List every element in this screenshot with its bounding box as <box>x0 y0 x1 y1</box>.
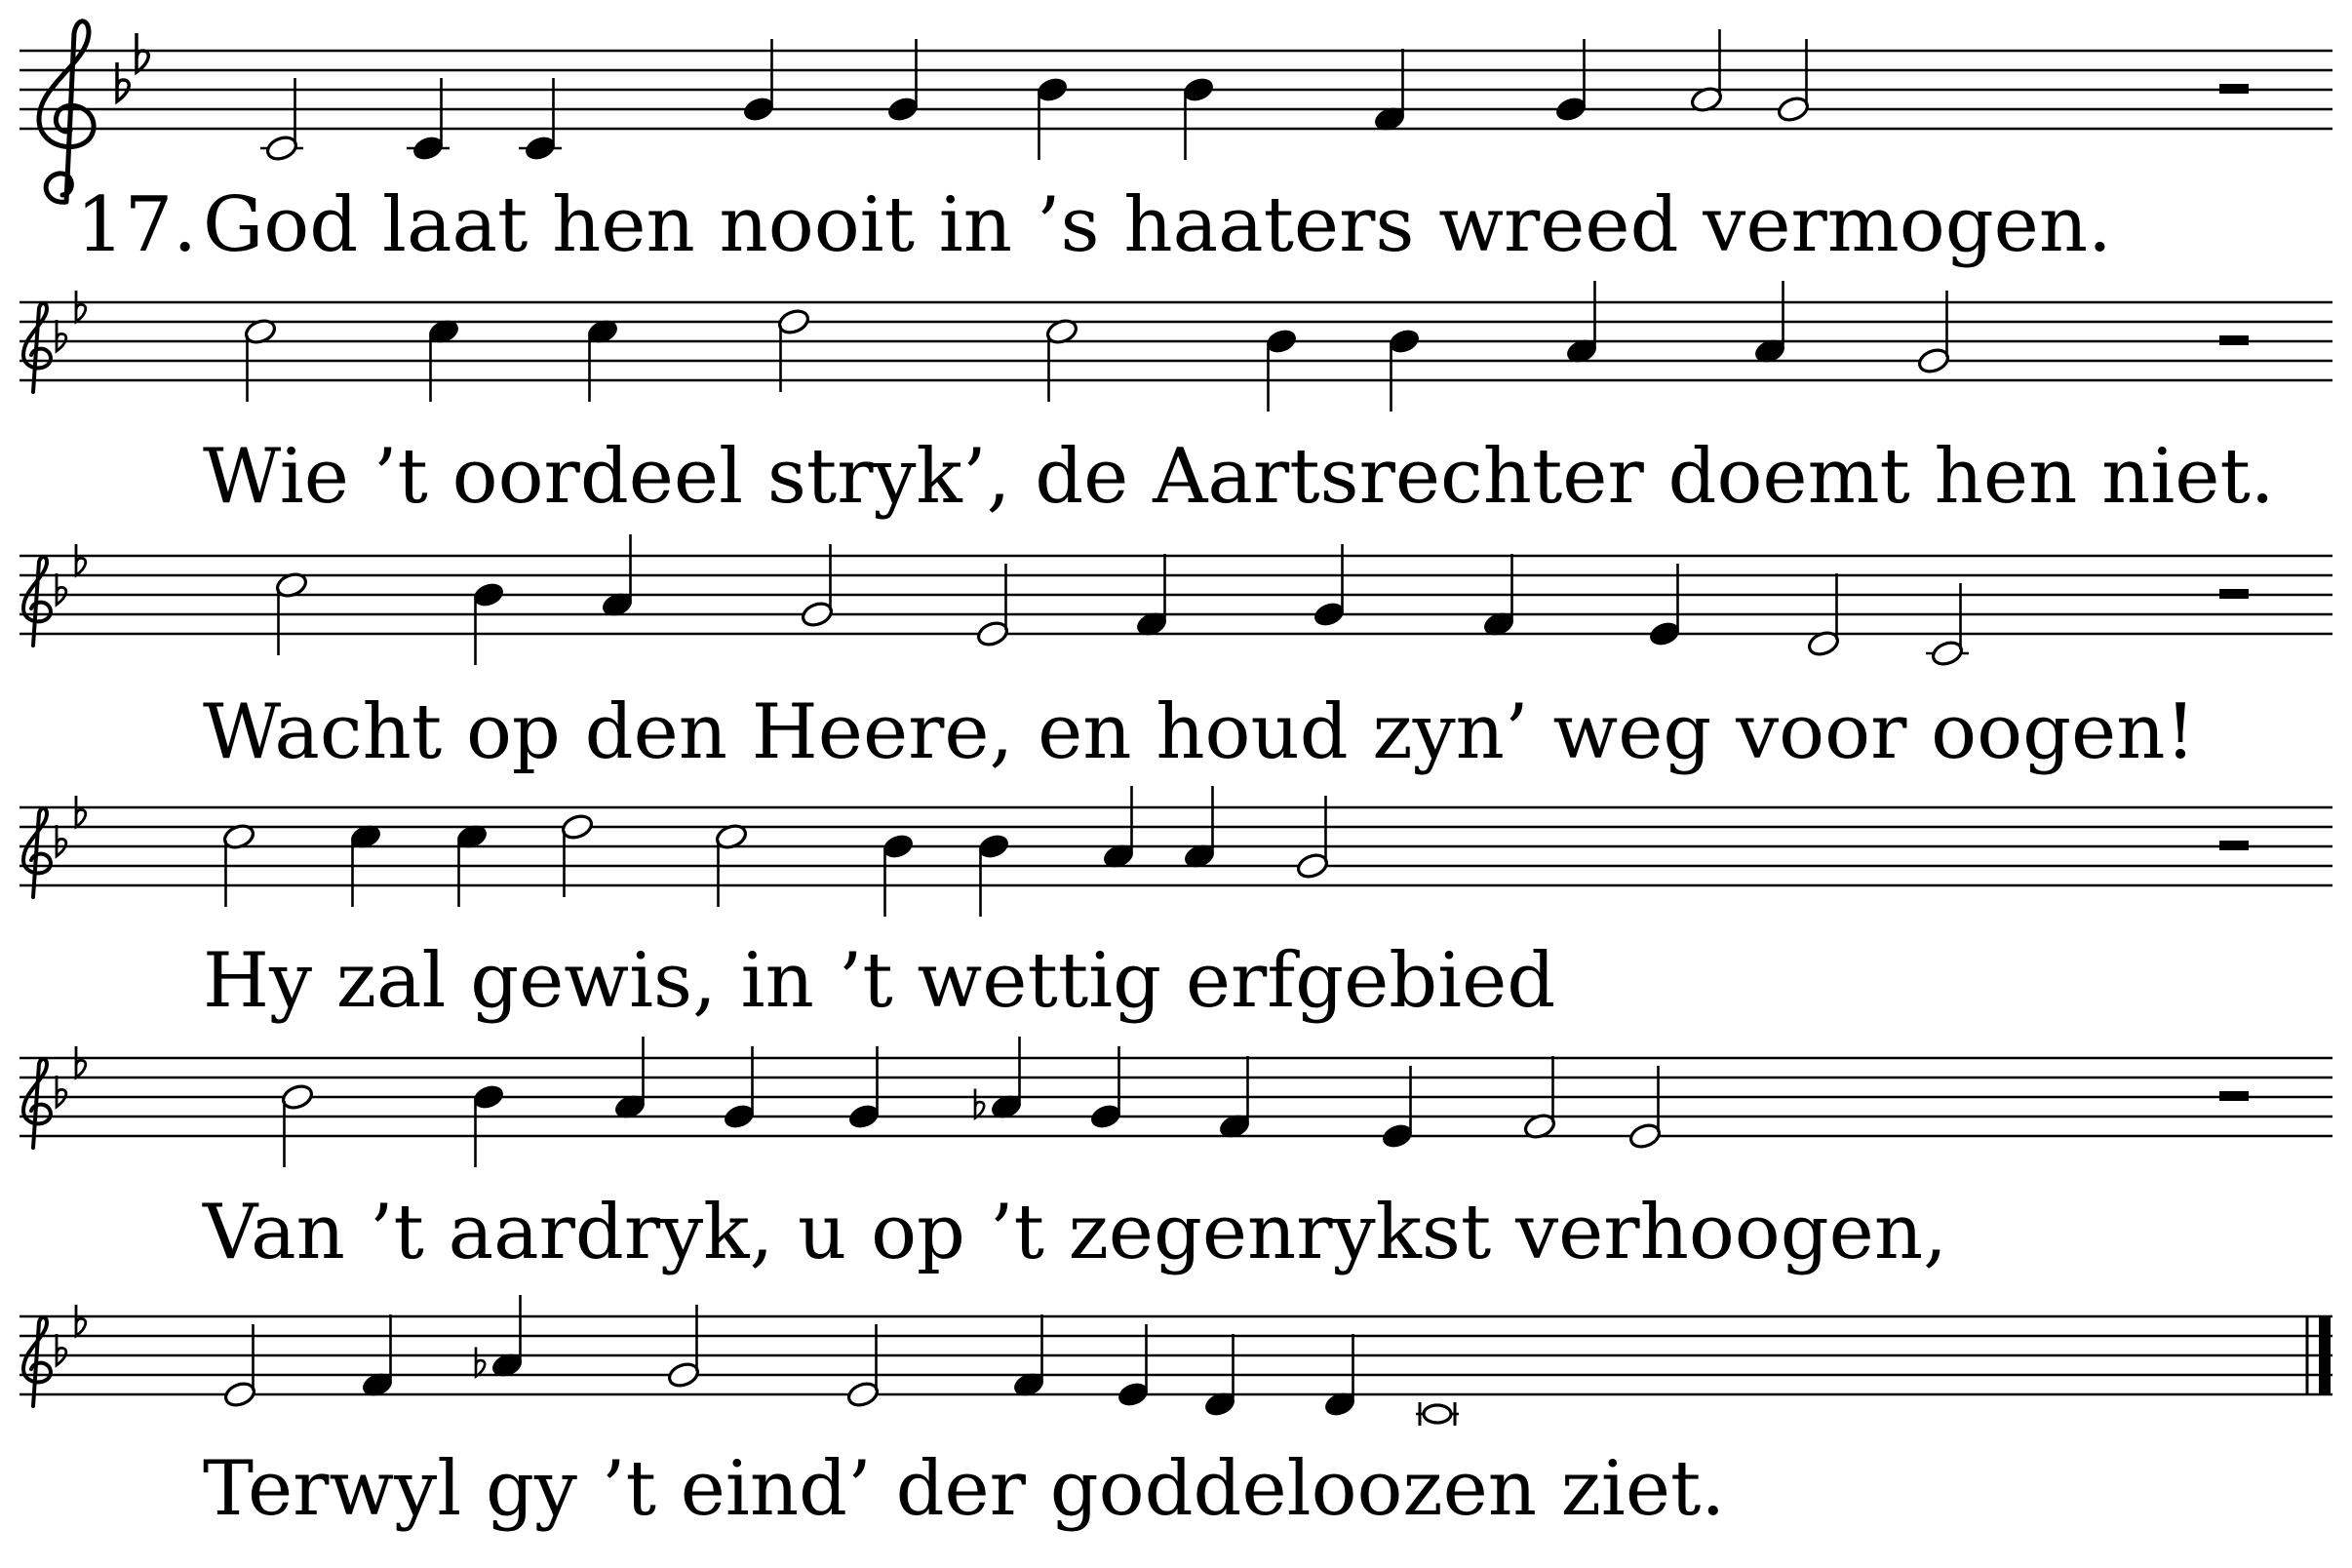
note <box>1011 1314 1045 1399</box>
note <box>274 570 308 655</box>
lyric-line-1: God laat hen nooit in ’s haaters wreed vermogen. <box>203 181 2112 269</box>
note <box>1806 573 1840 658</box>
note <box>1134 554 1168 639</box>
staff-system-2 <box>20 281 2332 412</box>
note <box>221 822 255 907</box>
note <box>1481 554 1515 639</box>
note <box>600 534 634 619</box>
note <box>348 822 382 907</box>
staff-system-6 <box>20 1295 2332 1426</box>
note <box>1101 786 1135 871</box>
note <box>1416 1402 1459 1426</box>
lyric-line-5: Van ’t aardryk, u op ’t zegenrykst verhoogen, <box>203 1189 1947 1276</box>
note <box>454 822 489 907</box>
note <box>585 317 619 402</box>
lyric-line-2: Wie ’t oordeel stryk’, de Aartsrechter doemt hen niet. <box>203 433 2275 521</box>
treble-clef-icon <box>23 808 51 897</box>
key-flat-e <box>76 1046 86 1078</box>
lyric-line-3: Wacht op den Heere, en houd zyn’ weg voor oogen! <box>203 688 2196 776</box>
treble-clef-icon <box>39 21 94 202</box>
accidental-flat <box>975 1089 984 1118</box>
key-flat-b <box>57 825 66 856</box>
key-flat-e <box>137 33 148 72</box>
note <box>1372 49 1406 134</box>
note <box>1689 29 1723 114</box>
note <box>1044 317 1078 402</box>
note <box>1182 786 1216 871</box>
note <box>243 317 277 402</box>
note <box>881 832 915 917</box>
note <box>426 317 460 402</box>
note <box>975 1037 1024 1121</box>
note <box>1752 281 1786 366</box>
note <box>1035 75 1069 160</box>
note <box>476 1295 525 1380</box>
key-flat-e <box>76 291 86 322</box>
treble-clef-icon <box>23 1059 51 1148</box>
note <box>471 1082 505 1167</box>
key-flat-e <box>76 544 86 575</box>
treble-clef-icon <box>23 557 51 646</box>
note <box>612 1037 647 1121</box>
note <box>1322 1334 1356 1419</box>
lyric-line-6: Terwyl gy ’t eind’ der goddeloozen ziet. <box>203 1445 1726 1533</box>
key-flat-e <box>76 796 86 827</box>
accidental-flat <box>476 1348 485 1377</box>
staff-system-4 <box>20 786 2332 917</box>
staff-system-1 <box>20 21 2332 202</box>
rest-icon <box>2219 84 2249 94</box>
note <box>1217 1056 1251 1141</box>
staff-system-3 <box>20 534 2332 668</box>
key-flat-b <box>117 62 129 101</box>
lyric-line-4: Hy zal gewis, in ’t wettig erfgebied <box>203 937 1556 1025</box>
rest-icon <box>2219 335 2249 345</box>
note <box>1264 327 1298 412</box>
key-flat-b <box>57 1076 66 1107</box>
rest-icon <box>2219 589 2249 599</box>
note <box>1387 327 1421 412</box>
treble-clef-icon <box>23 303 51 392</box>
staff-system-5 <box>20 1037 2332 1167</box>
key-flat-b <box>57 573 66 605</box>
note <box>976 832 1010 917</box>
note <box>280 1082 314 1167</box>
barline-thick <box>2319 1316 2331 1394</box>
note <box>714 822 748 907</box>
treble-clef-icon <box>23 1317 51 1406</box>
note <box>1181 75 1215 160</box>
key-flat-b <box>57 1334 66 1365</box>
note <box>360 1314 394 1399</box>
note <box>471 580 505 665</box>
key-flat-b <box>57 320 66 351</box>
rest-icon <box>2219 1091 2249 1101</box>
note <box>1522 1056 1556 1141</box>
notehead <box>1424 1405 1451 1423</box>
verse-number: 17. <box>76 181 198 269</box>
key-flat-e <box>76 1305 86 1336</box>
score-lyrics <box>76 181 2275 1533</box>
rest-icon <box>2219 841 2249 850</box>
note <box>1202 1334 1236 1419</box>
note <box>1564 281 1598 366</box>
